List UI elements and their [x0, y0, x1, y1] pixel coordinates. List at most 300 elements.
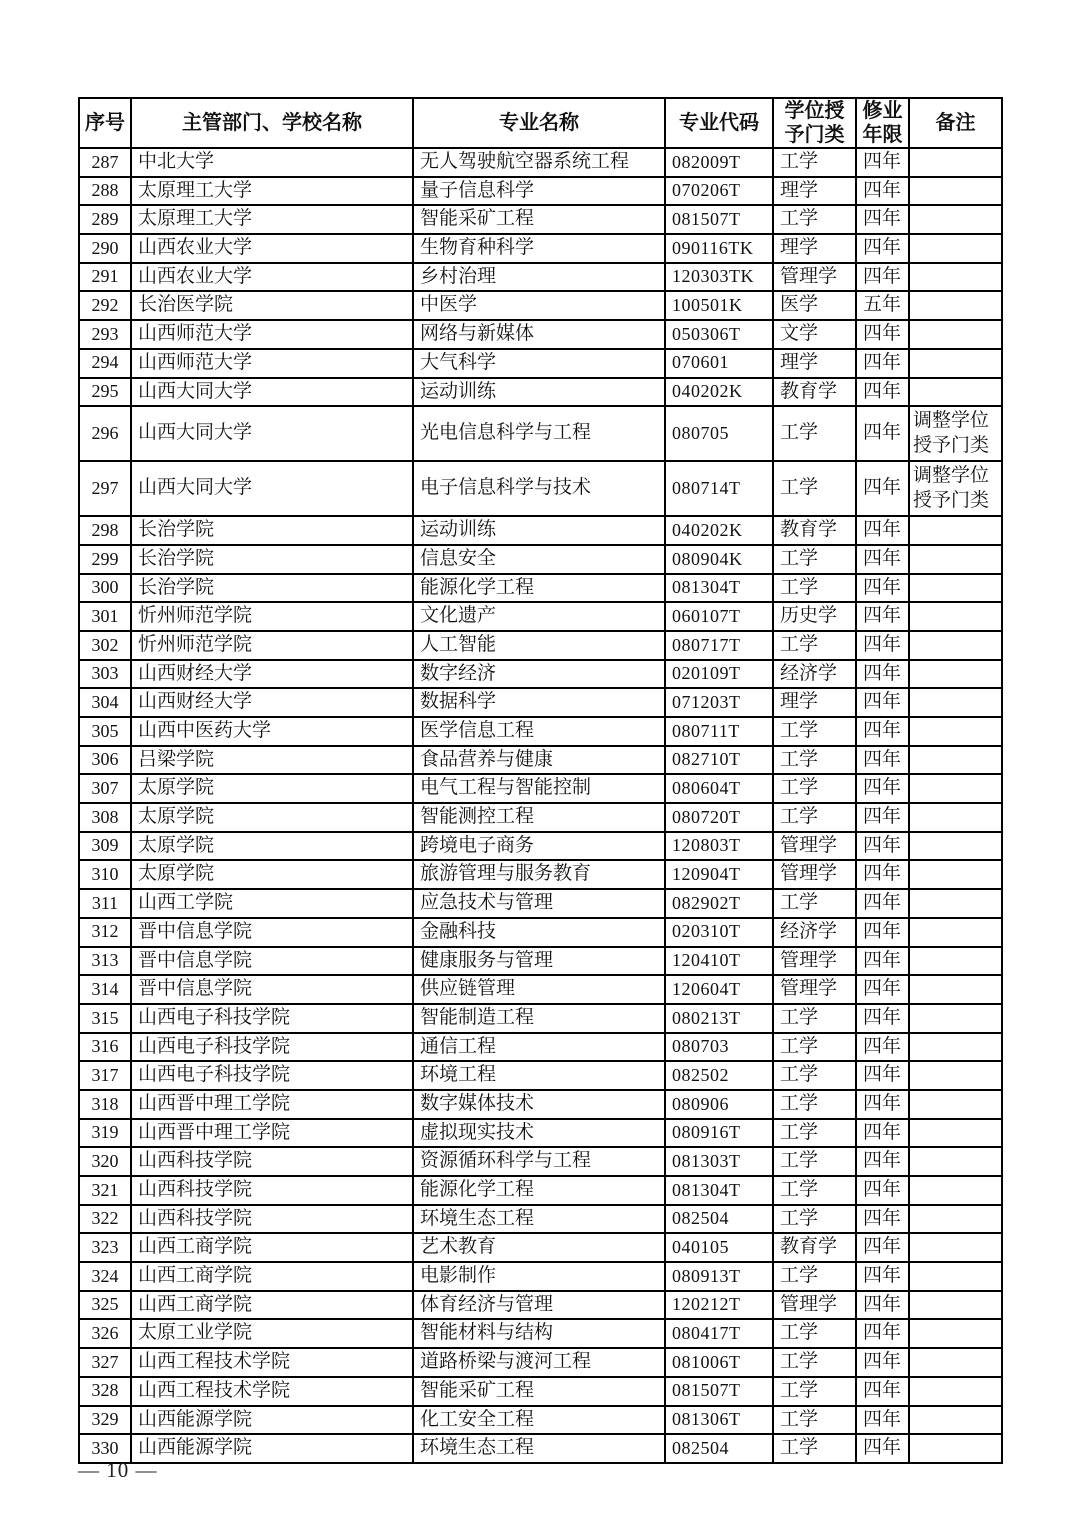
cell-years: 四年 — [856, 947, 909, 976]
cell-degree: 管理学 — [773, 1291, 856, 1320]
cell-years: 四年 — [856, 148, 909, 177]
cell-code: 080714T — [665, 461, 773, 516]
cell-school: 山西电子科技学院 — [131, 1061, 413, 1090]
cell-major: 电影制作 — [413, 1262, 665, 1291]
cell-seq: 311 — [79, 889, 131, 918]
table-row — [79, 1377, 1002, 1406]
cell-remark — [909, 1319, 1002, 1348]
cell-major: 环境工程 — [413, 1061, 665, 1090]
cell-major: 数字媒体技术 — [413, 1090, 665, 1119]
cell-code: 081507T — [665, 205, 773, 234]
cell-major: 智能制造工程 — [413, 1004, 665, 1033]
cell-remark — [909, 688, 1002, 717]
cell-years: 四年 — [856, 349, 909, 378]
header-remark: 备注 — [909, 98, 1002, 148]
cell-major: 电子信息科学与技术 — [413, 461, 665, 516]
cell-major: 能源化学工程 — [413, 574, 665, 603]
cell-remark — [909, 574, 1002, 603]
table-row — [79, 918, 1002, 947]
cell-code: 050306T — [665, 320, 773, 349]
cell-degree: 工学 — [773, 406, 856, 461]
table-row — [79, 545, 1002, 574]
cell-remark — [909, 1147, 1002, 1176]
cell-major: 食品营养与健康 — [413, 746, 665, 775]
cell-degree: 理学 — [773, 349, 856, 378]
cell-remark — [909, 1061, 1002, 1090]
cell-code: 080703 — [665, 1033, 773, 1062]
cell-years: 四年 — [856, 1147, 909, 1176]
cell-seq: 294 — [79, 349, 131, 378]
table-row — [79, 803, 1002, 832]
cell-degree: 理学 — [773, 688, 856, 717]
cell-seq: 292 — [79, 291, 131, 320]
cell-degree: 工学 — [773, 889, 856, 918]
cell-remark — [909, 1434, 1002, 1463]
cell-major: 智能材料与结构 — [413, 1319, 665, 1348]
cell-years: 四年 — [856, 205, 909, 234]
cell-years: 四年 — [856, 1176, 909, 1205]
cell-school: 山西农业大学 — [131, 234, 413, 263]
cell-remark — [909, 889, 1002, 918]
cell-years: 四年 — [856, 1119, 909, 1148]
cell-school: 太原学院 — [131, 803, 413, 832]
cell-school: 山西工商学院 — [131, 1262, 413, 1291]
cell-seq: 293 — [79, 320, 131, 349]
cell-remark — [909, 1262, 1002, 1291]
cell-code: 082504 — [665, 1205, 773, 1234]
cell-school: 山西工商学院 — [131, 1233, 413, 1262]
cell-remark — [909, 1090, 1002, 1119]
cell-years: 四年 — [856, 378, 909, 407]
page-number: — 10 — — [78, 1458, 158, 1482]
cell-years: 四年 — [856, 975, 909, 1004]
table-row — [79, 660, 1002, 689]
cell-school: 中北大学 — [131, 148, 413, 177]
cell-remark — [909, 746, 1002, 775]
cell-remark — [909, 947, 1002, 976]
cell-school: 长治医学院 — [131, 291, 413, 320]
cell-remark — [909, 320, 1002, 349]
cell-seq: 328 — [79, 1377, 131, 1406]
cell-seq: 290 — [79, 234, 131, 263]
cell-school: 山西科技学院 — [131, 1147, 413, 1176]
table-row — [79, 746, 1002, 775]
table-row — [79, 1033, 1002, 1062]
table-row — [79, 574, 1002, 603]
cell-degree: 工学 — [773, 545, 856, 574]
cell-code: 070601 — [665, 349, 773, 378]
cell-code: 060107T — [665, 602, 773, 631]
cell-code: 090116TK — [665, 234, 773, 263]
cell-major: 智能采矿工程 — [413, 1377, 665, 1406]
cell-remark: 调整学位授予门类 — [909, 406, 1002, 461]
cell-seq: 326 — [79, 1319, 131, 1348]
cell-degree: 工学 — [773, 1262, 856, 1291]
cell-code: 080916T — [665, 1119, 773, 1148]
cell-seq: 310 — [79, 860, 131, 889]
cell-code: 120410T — [665, 947, 773, 976]
cell-seq: 317 — [79, 1061, 131, 1090]
cell-remark — [909, 177, 1002, 206]
cell-code: 082502 — [665, 1061, 773, 1090]
cell-seq: 296 — [79, 406, 131, 461]
cell-remark — [909, 1406, 1002, 1435]
cell-degree: 工学 — [773, 1119, 856, 1148]
cell-school: 山西能源学院 — [131, 1434, 413, 1463]
table-row — [79, 291, 1002, 320]
cell-code: 081006T — [665, 1348, 773, 1377]
table-row — [79, 1004, 1002, 1033]
cell-degree: 工学 — [773, 1061, 856, 1090]
cell-school: 长治学院 — [131, 574, 413, 603]
header-seq: 序号 — [79, 98, 131, 148]
cell-degree: 教育学 — [773, 378, 856, 407]
cell-seq: 313 — [79, 947, 131, 976]
cell-seq: 321 — [79, 1176, 131, 1205]
cell-remark — [909, 631, 1002, 660]
cell-years: 四年 — [856, 263, 909, 292]
cell-remark — [909, 378, 1002, 407]
cell-seq: 312 — [79, 918, 131, 947]
cell-degree: 工学 — [773, 1348, 856, 1377]
cell-years: 四年 — [856, 1291, 909, 1320]
cell-years: 四年 — [856, 406, 909, 461]
cell-degree: 工学 — [773, 1004, 856, 1033]
cell-major: 环境生态工程 — [413, 1205, 665, 1234]
table-row — [79, 349, 1002, 378]
cell-years: 四年 — [856, 461, 909, 516]
cell-years: 四年 — [856, 660, 909, 689]
cell-school: 山西科技学院 — [131, 1176, 413, 1205]
table-body — [79, 148, 1002, 1463]
cell-school: 太原学院 — [131, 832, 413, 861]
table-row — [79, 148, 1002, 177]
cell-school: 山西大同大学 — [131, 406, 413, 461]
cell-years: 四年 — [856, 602, 909, 631]
cell-school: 山西晋中理工学院 — [131, 1119, 413, 1148]
cell-seq: 291 — [79, 263, 131, 292]
header-degree: 学位授予门类 — [773, 98, 856, 148]
cell-school: 山西工商学院 — [131, 1291, 413, 1320]
cell-seq: 309 — [79, 832, 131, 861]
cell-code: 080904K — [665, 545, 773, 574]
cell-major: 能源化学工程 — [413, 1176, 665, 1205]
cell-degree: 工学 — [773, 803, 856, 832]
header-code: 专业代码 — [665, 98, 773, 148]
cell-remark — [909, 602, 1002, 631]
cell-seq: 298 — [79, 516, 131, 545]
cell-degree: 工学 — [773, 574, 856, 603]
cell-school: 山西工学院 — [131, 889, 413, 918]
cell-school: 太原工业学院 — [131, 1319, 413, 1348]
cell-years: 四年 — [856, 803, 909, 832]
cell-school: 长治学院 — [131, 516, 413, 545]
cell-years: 四年 — [856, 1061, 909, 1090]
cell-years: 四年 — [856, 574, 909, 603]
table-row — [79, 1176, 1002, 1205]
cell-remark — [909, 803, 1002, 832]
cell-seq: 322 — [79, 1205, 131, 1234]
cell-school: 山西电子科技学院 — [131, 1004, 413, 1033]
cell-years: 四年 — [856, 1262, 909, 1291]
cell-major: 旅游管理与服务教育 — [413, 860, 665, 889]
cell-degree: 文学 — [773, 320, 856, 349]
cell-code: 080906 — [665, 1090, 773, 1119]
cell-remark — [909, 660, 1002, 689]
cell-seq: 289 — [79, 205, 131, 234]
cell-major: 数字经济 — [413, 660, 665, 689]
cell-major: 无人驾驶航空器系统工程 — [413, 148, 665, 177]
cell-code: 020310T — [665, 918, 773, 947]
table-row — [79, 860, 1002, 889]
cell-seq: 304 — [79, 688, 131, 717]
table-row — [79, 1090, 1002, 1119]
cell-seq: 323 — [79, 1233, 131, 1262]
cell-degree: 工学 — [773, 1176, 856, 1205]
table-row — [79, 774, 1002, 803]
cell-seq: 327 — [79, 1348, 131, 1377]
cell-seq: 316 — [79, 1033, 131, 1062]
cell-degree: 工学 — [773, 746, 856, 775]
cell-major: 资源循环科学与工程 — [413, 1147, 665, 1176]
cell-code: 071203T — [665, 688, 773, 717]
cell-school: 晋中信息学院 — [131, 918, 413, 947]
cell-years: 四年 — [856, 234, 909, 263]
cell-major: 健康服务与管理 — [413, 947, 665, 976]
cell-major: 道路桥梁与渡河工程 — [413, 1348, 665, 1377]
cell-major: 文化遗产 — [413, 602, 665, 631]
cell-seq: 319 — [79, 1119, 131, 1148]
cell-school: 山西电子科技学院 — [131, 1033, 413, 1062]
cell-seq: 305 — [79, 717, 131, 746]
cell-degree: 工学 — [773, 461, 856, 516]
cell-code: 081304T — [665, 574, 773, 603]
cell-remark — [909, 832, 1002, 861]
cell-code: 081304T — [665, 1176, 773, 1205]
cell-school: 山西财经大学 — [131, 660, 413, 689]
cell-code: 082504 — [665, 1434, 773, 1463]
cell-seq: 314 — [79, 975, 131, 1004]
cell-degree: 工学 — [773, 1033, 856, 1062]
cell-major: 人工智能 — [413, 631, 665, 660]
cell-code: 120803T — [665, 832, 773, 861]
cell-remark — [909, 1205, 1002, 1234]
cell-major: 跨境电子商务 — [413, 832, 665, 861]
cell-major: 环境生态工程 — [413, 1434, 665, 1463]
cell-code: 120303TK — [665, 263, 773, 292]
cell-years: 四年 — [856, 688, 909, 717]
table-row — [79, 1205, 1002, 1234]
cell-seq: 303 — [79, 660, 131, 689]
cell-seq: 299 — [79, 545, 131, 574]
cell-major: 通信工程 — [413, 1033, 665, 1062]
cell-remark — [909, 349, 1002, 378]
cell-seq: 320 — [79, 1147, 131, 1176]
cell-code: 081303T — [665, 1147, 773, 1176]
cell-code: 120904T — [665, 860, 773, 889]
cell-degree: 理学 — [773, 234, 856, 263]
cell-degree: 教育学 — [773, 516, 856, 545]
cell-years: 四年 — [856, 774, 909, 803]
cell-years: 四年 — [856, 1348, 909, 1377]
cell-years: 四年 — [856, 631, 909, 660]
cell-code: 040202K — [665, 378, 773, 407]
cell-years: 四年 — [856, 1406, 909, 1435]
cell-seq: 306 — [79, 746, 131, 775]
cell-major: 医学信息工程 — [413, 717, 665, 746]
cell-years: 四年 — [856, 832, 909, 861]
cell-remark — [909, 1004, 1002, 1033]
table-row — [79, 1119, 1002, 1148]
cell-remark — [909, 148, 1002, 177]
cell-major: 智能采矿工程 — [413, 205, 665, 234]
cell-school: 晋中信息学院 — [131, 947, 413, 976]
header-major: 专业名称 — [413, 98, 665, 148]
table-row — [79, 1262, 1002, 1291]
cell-major: 虚拟现实技术 — [413, 1119, 665, 1148]
cell-major: 运动训练 — [413, 516, 665, 545]
cell-school: 山西大同大学 — [131, 378, 413, 407]
cell-years: 四年 — [856, 1434, 909, 1463]
cell-seq: 300 — [79, 574, 131, 603]
cell-code: 100501K — [665, 291, 773, 320]
cell-major: 中医学 — [413, 291, 665, 320]
table-row — [79, 205, 1002, 234]
cell-school: 山西大同大学 — [131, 461, 413, 516]
cell-years: 四年 — [856, 1033, 909, 1062]
cell-seq: 307 — [79, 774, 131, 803]
table-row — [79, 320, 1002, 349]
cell-major: 乡村治理 — [413, 263, 665, 292]
cell-seq: 302 — [79, 631, 131, 660]
cell-seq: 325 — [79, 1291, 131, 1320]
cell-major: 电气工程与智能控制 — [413, 774, 665, 803]
cell-code: 080705 — [665, 406, 773, 461]
table-row — [79, 461, 1002, 516]
cell-school: 山西农业大学 — [131, 263, 413, 292]
cell-years: 四年 — [856, 746, 909, 775]
cell-seq: 295 — [79, 378, 131, 407]
cell-remark — [909, 263, 1002, 292]
cell-school: 山西师范大学 — [131, 320, 413, 349]
cell-degree: 教育学 — [773, 1233, 856, 1262]
header-school: 主管部门、学校名称 — [131, 98, 413, 148]
cell-remark — [909, 545, 1002, 574]
cell-seq: 315 — [79, 1004, 131, 1033]
table-row — [79, 1348, 1002, 1377]
cell-code: 080417T — [665, 1319, 773, 1348]
cell-code: 081507T — [665, 1377, 773, 1406]
cell-code: 080604T — [665, 774, 773, 803]
cell-code: 070206T — [665, 177, 773, 206]
table-row — [79, 1406, 1002, 1435]
cell-major: 量子信息科学 — [413, 177, 665, 206]
table-row — [79, 177, 1002, 206]
cell-seq: 330 — [79, 1434, 131, 1463]
cell-major: 智能测控工程 — [413, 803, 665, 832]
table-row — [79, 378, 1002, 407]
cell-remark — [909, 1348, 1002, 1377]
cell-seq: 329 — [79, 1406, 131, 1435]
cell-school: 山西财经大学 — [131, 688, 413, 717]
cell-degree: 工学 — [773, 1090, 856, 1119]
cell-remark — [909, 205, 1002, 234]
cell-school: 太原理工大学 — [131, 177, 413, 206]
table-row — [79, 234, 1002, 263]
cell-major: 大气科学 — [413, 349, 665, 378]
table-row — [79, 832, 1002, 861]
cell-years: 四年 — [856, 516, 909, 545]
cell-school: 山西师范大学 — [131, 349, 413, 378]
cell-school: 山西工程技术学院 — [131, 1377, 413, 1406]
cell-years: 四年 — [856, 320, 909, 349]
cell-years: 四年 — [856, 860, 909, 889]
cell-remark — [909, 1033, 1002, 1062]
cell-major: 供应链管理 — [413, 975, 665, 1004]
cell-degree: 工学 — [773, 1147, 856, 1176]
cell-remark — [909, 918, 1002, 947]
cell-school: 山西能源学院 — [131, 1406, 413, 1435]
cell-seq: 301 — [79, 602, 131, 631]
cell-code: 120604T — [665, 975, 773, 1004]
table-row — [79, 602, 1002, 631]
cell-code: 080720T — [665, 803, 773, 832]
table-row — [79, 1233, 1002, 1262]
cell-remark — [909, 1377, 1002, 1406]
cell-years: 四年 — [856, 889, 909, 918]
cell-degree: 管理学 — [773, 975, 856, 1004]
table-row — [79, 1147, 1002, 1176]
cell-seq: 297 — [79, 461, 131, 516]
cell-degree: 管理学 — [773, 263, 856, 292]
cell-seq: 324 — [79, 1262, 131, 1291]
cell-degree: 工学 — [773, 631, 856, 660]
cell-degree: 工学 — [773, 1406, 856, 1435]
cell-code: 080913T — [665, 1262, 773, 1291]
cell-major: 生物育种科学 — [413, 234, 665, 263]
cell-school: 太原学院 — [131, 860, 413, 889]
cell-major: 光电信息科学与工程 — [413, 406, 665, 461]
cell-code: 040105 — [665, 1233, 773, 1262]
cell-degree: 工学 — [773, 774, 856, 803]
table-row — [79, 889, 1002, 918]
cell-degree: 工学 — [773, 1434, 856, 1463]
cell-years: 四年 — [856, 1319, 909, 1348]
cell-school: 晋中信息学院 — [131, 975, 413, 1004]
cell-school: 忻州师范学院 — [131, 631, 413, 660]
cell-remark: 调整学位授予门类 — [909, 461, 1002, 516]
cell-degree: 医学 — [773, 291, 856, 320]
cell-remark — [909, 1233, 1002, 1262]
cell-major: 数据科学 — [413, 688, 665, 717]
cell-years: 五年 — [856, 291, 909, 320]
cell-degree: 工学 — [773, 205, 856, 234]
cell-years: 四年 — [856, 918, 909, 947]
cell-school: 山西工程技术学院 — [131, 1348, 413, 1377]
cell-degree: 历史学 — [773, 602, 856, 631]
cell-code: 080213T — [665, 1004, 773, 1033]
cell-years: 四年 — [856, 545, 909, 574]
cell-years: 四年 — [856, 1090, 909, 1119]
cell-code: 040202K — [665, 516, 773, 545]
cell-remark — [909, 1176, 1002, 1205]
cell-degree: 管理学 — [773, 947, 856, 976]
cell-school: 山西科技学院 — [131, 1205, 413, 1234]
cell-major: 网络与新媒体 — [413, 320, 665, 349]
cell-degree: 管理学 — [773, 832, 856, 861]
cell-remark — [909, 234, 1002, 263]
cell-degree: 经济学 — [773, 918, 856, 947]
